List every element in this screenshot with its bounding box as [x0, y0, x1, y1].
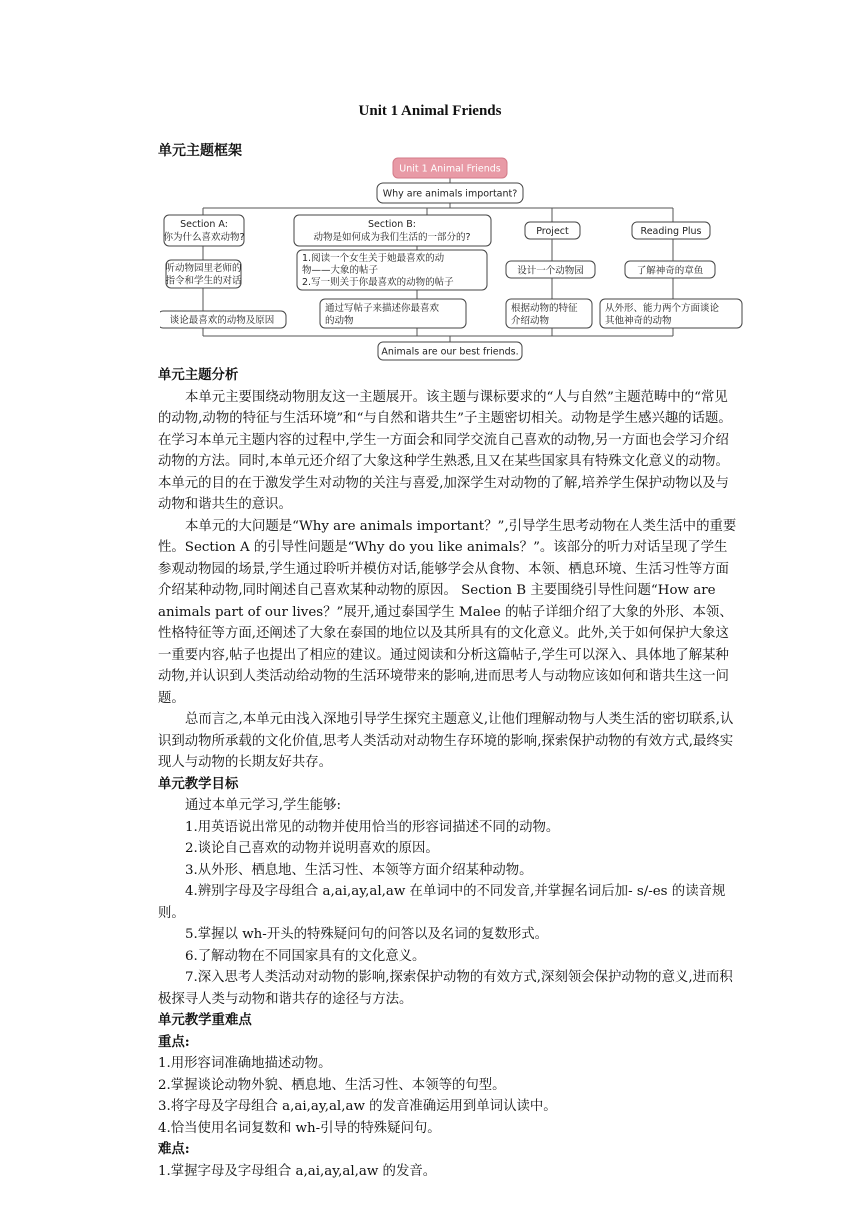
difficult-point-item: 1.掌握字母及字母组合 a,ai,ay,al,aw 的发音。 — [158, 1163, 437, 1179]
goal-item: 5.掌握以 wh-开头的特殊疑问句的问答以及名词的复数形式。 — [185, 927, 549, 942]
goal-item: 7.深入思考人类活动对动物的影响,探索保护动物的有效方式,深刻领会保护动物的意义,进而积极探寻人类与动物和谐共存的途径与方法。 — [158, 970, 733, 1007]
diagram-project-item2 — [506, 299, 592, 328]
project-item2-line2: 介绍动物 — [511, 315, 550, 327]
analysis-paragraph-1: 本单元主要围绕动物朋友这一主题展开。该主题与课标要求的“人与自然”主题范畴中的“常见的动物,动物的特征与生活环境”和“与自然和谐共生”子主题密切相关。动物是学生感兴趣的话题。在学习本单元主题内容的过程中,学生一方面会和同学交流自己喜欢的动物,另一方面也会学习介绍动物的方法。同时,本单元还介绍了大象这种学生熟悉,且又在某些国家具有特殊文化意义的动物。本单元的目的在于激发学生对动物的关注与喜爱,加深学生对动物的了解,培养学生保护动物以及与动物和谐共生的意识。 — [158, 389, 732, 512]
reading-plus-item2-line1: 从外形、能力两个方面谈论 — [605, 303, 720, 314]
diagram-section-a-item2 — [160, 311, 286, 328]
project-item2-line1: 根据动物的特征 — [511, 303, 578, 314]
section-b-item1-line1: 1.阅读一个女生关于她最喜欢的动 — [302, 253, 445, 264]
section-a-title: Section A: — [180, 219, 228, 230]
diagram-section-a-box — [163, 215, 244, 246]
section-a-item1-line2: 指令和学生的对话 — [165, 275, 242, 287]
reading-plus-item1-label: 了解神奇的章鱼 — [636, 265, 704, 277]
heading-framework: 单元主题框架 — [158, 143, 242, 159]
diagram-project-box — [525, 222, 580, 239]
diagram-top-box — [393, 158, 507, 178]
goals-intro: 通过本单元学习,学生能够: — [185, 798, 342, 813]
diagram-section-b-item2 — [320, 299, 466, 328]
diagram-bottom-label: Animals are our best friends. — [381, 346, 519, 358]
goal-item: 4.辨别字母及字母组合 a,ai,ay,al,aw 在单词中的不同发音,并掌握名词后加- s/-es 的读音规则。 — [158, 884, 726, 921]
project-item1-label: 设计一个动物园 — [517, 265, 584, 277]
key-point-item: 3.将字母及字母组合 a,ai,ay,al,aw 的发音准确运用到单词认读中。 — [158, 1099, 557, 1114]
diagram-reading-plus-item1 — [625, 261, 715, 278]
heading-analysis: 单元主题分析 — [158, 367, 239, 383]
unit-title: Unit 1 Animal Friends — [358, 103, 502, 119]
diagram-bottom-box — [378, 342, 522, 360]
diagram-section-a-item1 — [165, 260, 242, 288]
key-point-item: 2.掌握谈论动物外貌、栖息地、生活习性、本领等的句型。 — [158, 1077, 506, 1093]
section-b-question: 动物是如何成为我们生活的一部分的? — [313, 232, 471, 243]
section-b-title: Section B: — [367, 219, 417, 230]
analysis-paragraph-2: 本单元的大问题是“Why are animals important？”,引导学生思考动物在人类生活中的重要性。Section A 的引导性问题是“Why do you like animals？”。该部分的听力对话呈现了学生参观动物园的场景,学生通过聆听并模仿对话,能够学会从食物、本领、栖息环境、生活习性等方面介绍某种动物,同时阐述自己喜欢某种动物的原因。 Section B 主要围绕引导性问题“How are animals part of our lives？”展开,通过泰国学生 Malee 的帖子详细介绍了大象的外形、本领、性格特征等方面,还阐述了大象在泰国的地位以及其所具有的文化意义。此外,关于如何保护大象这一重要内容,帖子也提出了相应的建议。通过阅读和分析这篇帖子,学生可以深入、具体地了解某种动物,并认识到人类活动给动物的生活环境带来的影响,进而思考人与动物应该如何和谐共生这一问题。 — [158, 518, 737, 706]
goal-item: 3.从外形、栖息地、生活习性、本领等方面介绍某种动物。 — [185, 862, 533, 878]
section-a-item2-label: 谈论最喜欢的动物及原因 — [169, 315, 275, 326]
section-a-question: 你为什么喜欢动物? — [163, 232, 245, 243]
reading-plus-title: Reading Plus — [640, 226, 702, 237]
diagram-top-label: Unit 1 Animal Friends — [399, 163, 501, 175]
diagram-reading-plus-item2 — [600, 299, 742, 328]
diagram-section-b-item1 — [297, 250, 487, 290]
goal-item: 1.用英语说出常见的动物并使用恰当的形容词描述不同的动物。 — [185, 819, 560, 835]
goal-item: 2.谈论自己喜欢的动物并说明喜欢的原因。 — [185, 841, 439, 856]
project-title: Project — [536, 226, 569, 237]
key-point-item: 4.恰当使用名词复数和 wh-引导的特殊疑问句。 — [158, 1120, 441, 1136]
key-point-item: 1.用形容词准确地描述动物。 — [158, 1056, 332, 1071]
heading-key-difficult: 单元教学重难点 — [158, 1012, 252, 1028]
reading-plus-item2-line2: 其他神奇的动物 — [605, 315, 672, 327]
section-a-item1-line1: 听动物园里老师的 — [165, 263, 242, 274]
section-b-item1-line2: 物——大象的帖子 — [302, 265, 379, 276]
diagram-reading-plus-box — [632, 222, 710, 239]
diagram-project-item1 — [506, 261, 595, 278]
goal-item: 6.了解动物在不同国家具有的文化意义。 — [185, 948, 426, 964]
key-points-label: 重点: — [158, 1033, 190, 1050]
heading-goals: 单元教学目标 — [158, 775, 239, 792]
analysis-paragraph-3: 总而言之,本单元由浅入深地引导学生探究主题意义,让他们理解动物与人类生活的密切联系,认识到动物所承载的文化价值,思考人类活动对动物生存环境的影响,探索保护动物的有效方式,最终实现人与动物的长期友好共存。 — [158, 712, 734, 770]
diagram-question-label: Why are animals important? — [382, 188, 518, 200]
section-b-item1-line3: 2.写一则关于你最喜欢的动物的帖子 — [302, 277, 454, 288]
diagram-question-box — [377, 183, 523, 203]
section-b-item2-line2: 的动物 — [325, 315, 354, 327]
diagram-section-b-box — [294, 215, 491, 246]
difficult-points-label: 难点: — [158, 1141, 190, 1157]
theme-framework-diagram — [160, 154, 745, 364]
document-body — [158, 365, 738, 1182]
section-b-item2-line1: 通过写帖子来描述你最喜欢 — [325, 303, 440, 314]
